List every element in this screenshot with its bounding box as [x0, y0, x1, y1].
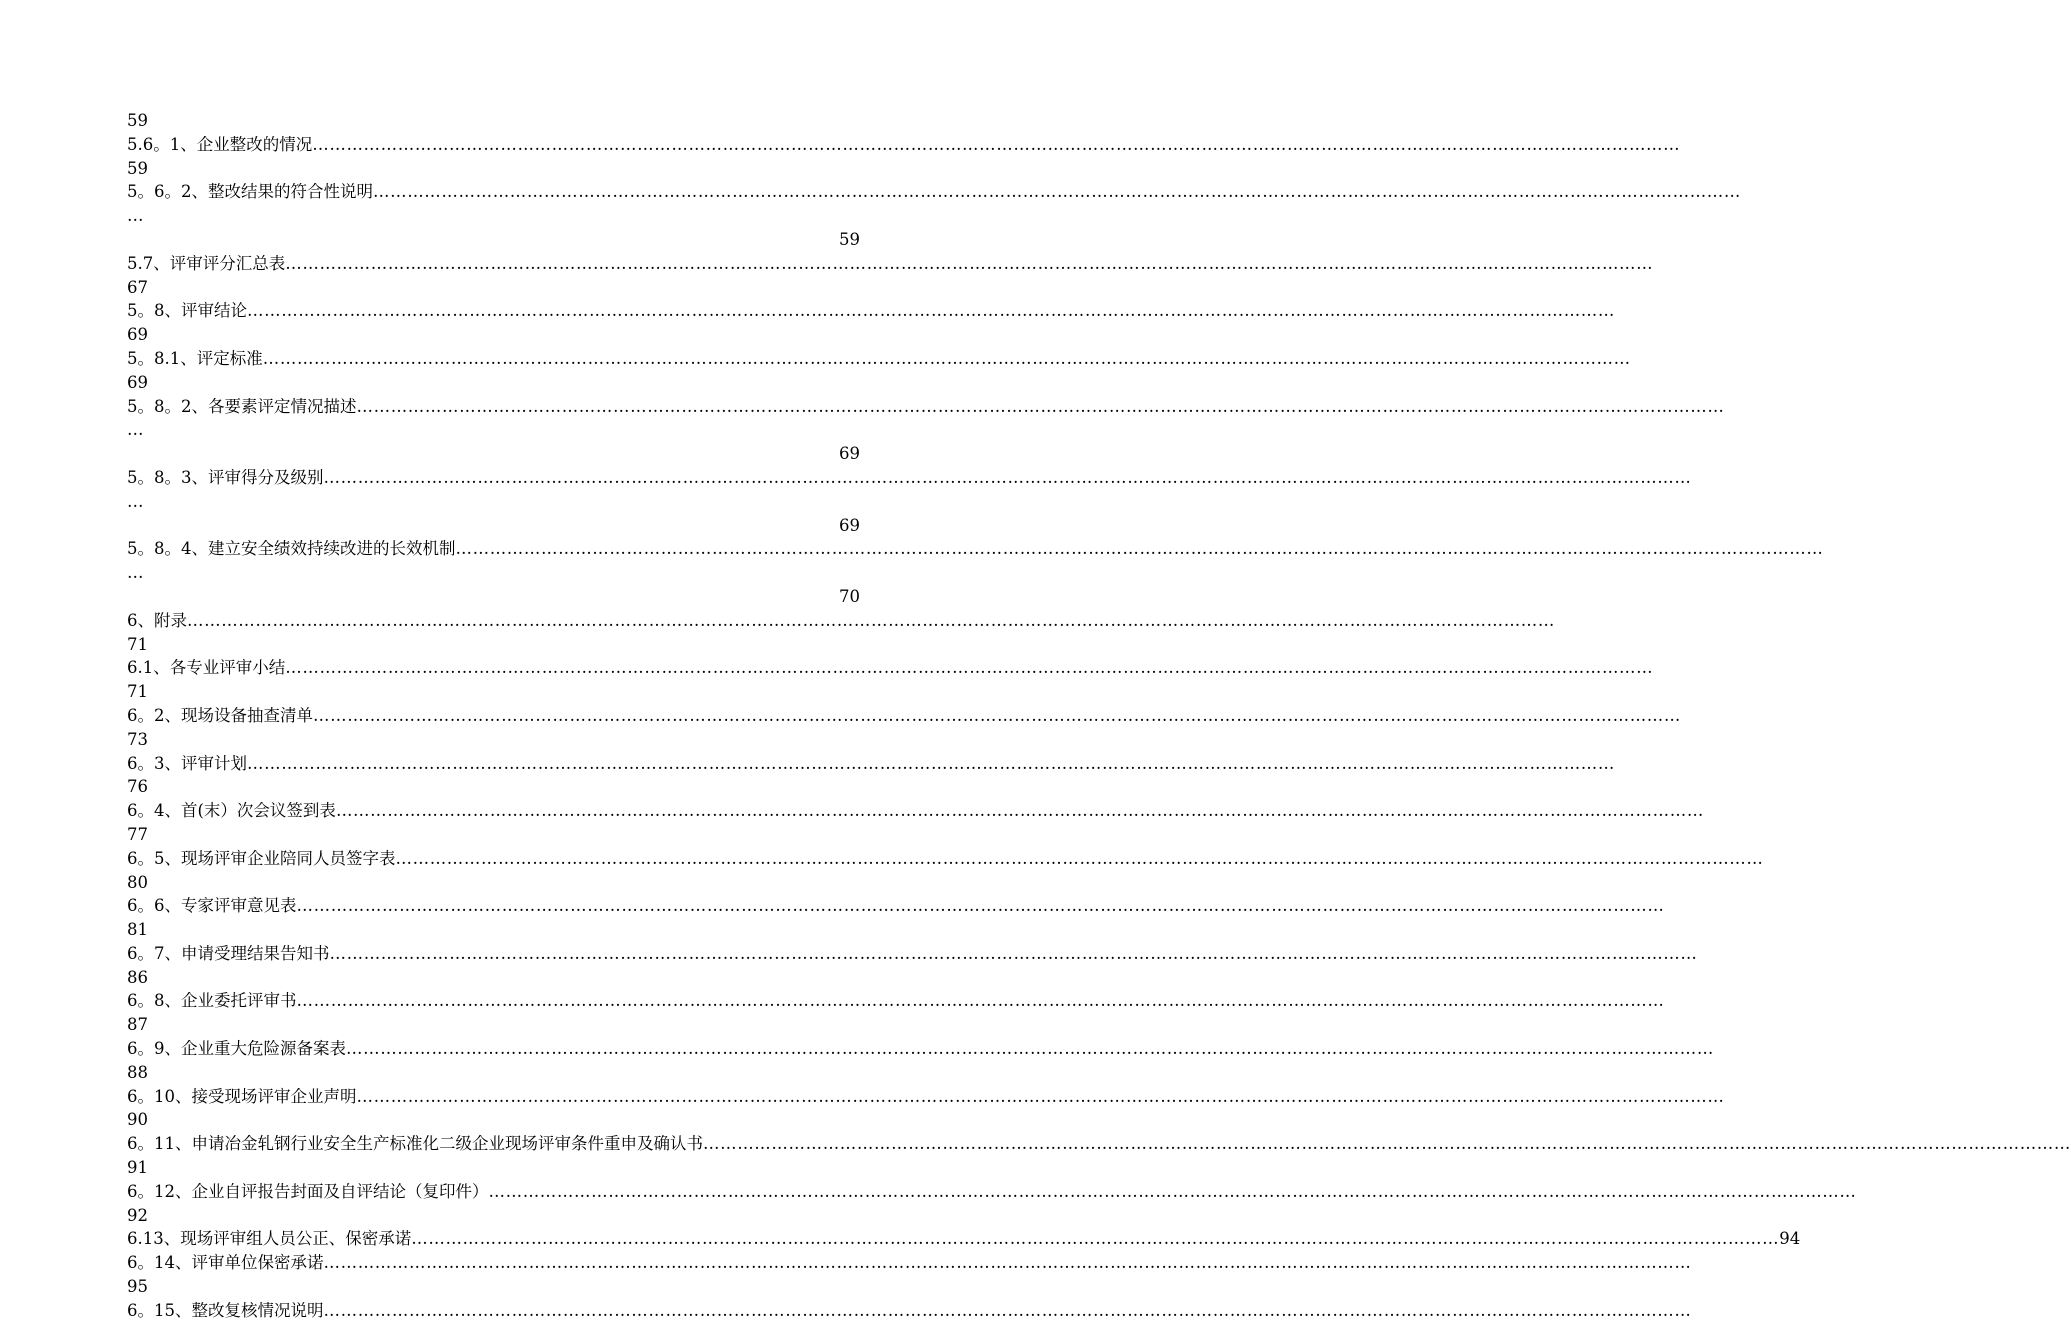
toc-entry [127, 395, 1725, 419]
toc-entry [127, 704, 1681, 728]
toc-page-number: 69 [839, 515, 860, 535]
toc-entry [127, 1227, 1801, 1251]
toc-entry-title: 6.13、现场评审组人员公正、保密承诺 [127, 1229, 412, 1249]
toc-dot-leader: …………………………………………………………………………………………………………………………………………………………………………………………………………………… [329, 943, 1698, 963]
toc-page-number: 70 [839, 586, 860, 606]
toc-page-number: 71 [127, 682, 148, 702]
toc-page-number: 76 [127, 777, 148, 797]
toc-entry [127, 466, 1692, 490]
toc-dot-leader-continuation: … [127, 420, 144, 440]
toc-entry [127, 1085, 1725, 1109]
toc-entry [127, 752, 1615, 776]
toc-dot-leader: …………………………………………………………………………………………………………………………………………………………………………………………………………………… [296, 896, 1665, 916]
toc-page-number: 91 [127, 1158, 148, 1178]
toc-dot-leader: …………………………………………………………………………………………………………………………………………………………………………………………………………………… [411, 1229, 1780, 1249]
toc-entry-title: 6。8、企业委托评审书 [127, 991, 297, 1011]
toc-entry [127, 609, 1555, 633]
toc-dot-leader: …………………………………………………………………………………………………………………………………………………………………………………………………………………… [488, 1181, 1857, 1201]
toc-page-number: 69 [127, 372, 148, 392]
toc-page-number: 59 [127, 158, 148, 178]
toc-entry-title: 6。5、现场评审企业陪同人员签字表 [127, 848, 396, 868]
toc-entry-title: 5.7、评审评分汇总表 [127, 253, 286, 273]
toc-entry-title: 6。3、评审计划 [127, 753, 247, 773]
toc-entry-title: 6。4、首(末）次会议签到表 [127, 801, 336, 821]
toc-dot-leader: …………………………………………………………………………………………………………………………………………………………………………………………………………………… [346, 1039, 1714, 1059]
toc-entry [127, 252, 1654, 276]
toc-entry [127, 1037, 1714, 1061]
toc-entry-title: 6。9、企业重大危险源备案表 [127, 1039, 346, 1059]
toc-dot-leader: …………………………………………………………………………………………………………………………………………………………………………………………………………………… [247, 301, 1615, 321]
toc-dot-leader: …………………………………………………………………………………………………………………………………………………………………………………………………………………… [312, 134, 1681, 154]
toc-entry-title: 5。8。4、建立安全绩效持续改进的长效机制 [127, 539, 456, 559]
toc-dot-leader: …………………………………………………………………………………………………………………………………………………………………………………………………………………… [296, 991, 1665, 1011]
toc-entry-title: 6。15、整改复核情况说明 [127, 1300, 324, 1320]
toc-entry-title: 6。2、现场设备抽查清单 [127, 705, 313, 725]
toc-dot-leader: …………………………………………………………………………………………………………………………………………………………………………………………………………………… [373, 182, 1741, 202]
toc-entry-title: 6。12、企业自评报告封面及自评结论（复印件） [127, 1181, 489, 1201]
toc-entry [127, 347, 1631, 371]
toc-entry-title: 6、附录 [127, 610, 187, 630]
toc-entry [127, 537, 1824, 561]
toc-dot-leader: …………………………………………………………………………………………………………………………………………………………………………………………………………………… [187, 610, 1555, 630]
toc-page-number: 86 [127, 967, 148, 987]
toc-page-number: 94 [1779, 1229, 1801, 1249]
toc-dot-leader: …………………………………………………………………………………………………………………………………………………………………………………………………………………… [356, 1086, 1725, 1106]
toc-entry-title: 5。6。2、整改结果的符合性说明 [127, 182, 373, 202]
toc-page-number: 90 [127, 1110, 148, 1130]
toc-page-number: 69 [127, 325, 148, 345]
toc-dot-leader: …………………………………………………………………………………………………………………………………………………………………………………………………………………… [285, 253, 1654, 273]
toc-dot-leader: …………………………………………………………………………………………………………………………………………………………………………………………………………………… [247, 753, 1615, 773]
toc-entry [127, 989, 1665, 1013]
toc-page-number: 95 [127, 1277, 148, 1297]
toc-entry-title: 5。8。3、评审得分及级别 [127, 467, 324, 487]
toc-entry-title: 6.1、各专业评审小结 [127, 658, 286, 678]
toc-entry [127, 299, 1615, 323]
toc-page-number: 59 [127, 111, 148, 130]
toc-entry-title: 6。6、专家评审意见表 [127, 896, 297, 916]
toc-entry [127, 1251, 1692, 1275]
toc-page-number: 88 [127, 1062, 148, 1082]
toc-dot-leader: …………………………………………………………………………………………………………………………………………………………………………………………………………………… [285, 658, 1654, 678]
toc-page-number: 92 [127, 1205, 148, 1225]
toc-entry [127, 1299, 1692, 1323]
toc-page-number: 73 [127, 729, 148, 749]
toc-dot-leader: …………………………………………………………………………………………………………………………………………………………………………………………………………………… [703, 1134, 2071, 1154]
toc-entry-title: 6。7、申请受理结果告知书 [127, 943, 330, 963]
toc-page-number: 69 [839, 444, 860, 464]
toc-entry [127, 133, 1681, 157]
toc-page-number: 67 [127, 277, 148, 297]
toc-page-number: 59 [839, 229, 860, 249]
toc-entry [127, 180, 1741, 204]
toc-page-number: 80 [127, 872, 148, 892]
toc-entry-title: 6。14、评审单位保密承诺 [127, 1253, 324, 1273]
toc-entry [127, 799, 1704, 823]
toc-dot-leader-continuation: … [127, 491, 144, 511]
toc-page [127, 109, 2071, 1323]
toc-dot-leader: …………………………………………………………………………………………………………………………………………………………………………………………………………………… [323, 1300, 1692, 1320]
toc-page-number: 81 [127, 920, 148, 940]
toc-entry [127, 1180, 1857, 1204]
toc-dot-leader: …………………………………………………………………………………………………………………………………………………………………………………………………………………… [455, 539, 1824, 559]
toc-dot-leader: …………………………………………………………………………………………………………………………………………………………………………………………………………………… [262, 348, 1631, 368]
toc-entry [127, 894, 1665, 918]
toc-dot-leader: …………………………………………………………………………………………………………………………………………………………………………………………………………………… [323, 1253, 1692, 1273]
toc-dot-leader: …………………………………………………………………………………………………………………………………………………………………………………………………………………… [356, 396, 1725, 416]
toc-dot-leader-continuation: … [127, 206, 144, 226]
toc-page-number: 71 [127, 634, 148, 654]
toc-dot-leader: …………………………………………………………………………………………………………………………………………………………………………………………………………………… [395, 848, 1764, 868]
toc-dot-leader: …………………………………………………………………………………………………………………………………………………………………………………………………………………… [313, 705, 1681, 725]
toc-entry-title: 5。8。2、各要素评定情况描述 [127, 396, 357, 416]
toc-entry [127, 847, 1764, 871]
toc-page-number: 77 [127, 824, 148, 844]
toc-entry-title: 5。8、评审结论 [127, 301, 247, 321]
toc-entry [127, 942, 1698, 966]
toc-entry [127, 1132, 2071, 1156]
toc-dot-leader: …………………………………………………………………………………………………………………………………………………………………………………………………………………… [323, 467, 1692, 487]
toc-entry-title: 5。8.1、评定标准 [127, 348, 263, 368]
toc-entry-title: 6。11、申请冶金轧钢行业安全生产标准化二级企业现场评审条件重申及确认书 [127, 1134, 703, 1154]
toc-entry-title: 5.6。1、企业整改的情况 [127, 134, 313, 154]
toc-entry-title: 6。10、接受现场评审企业声明 [127, 1086, 357, 1106]
toc-dot-leader-continuation: … [127, 563, 144, 583]
toc-page-number: 87 [127, 1015, 148, 1035]
toc-entry [127, 656, 1654, 680]
toc-dot-leader: …………………………………………………………………………………………………………………………………………………………………………………………………………………… [335, 801, 1704, 821]
